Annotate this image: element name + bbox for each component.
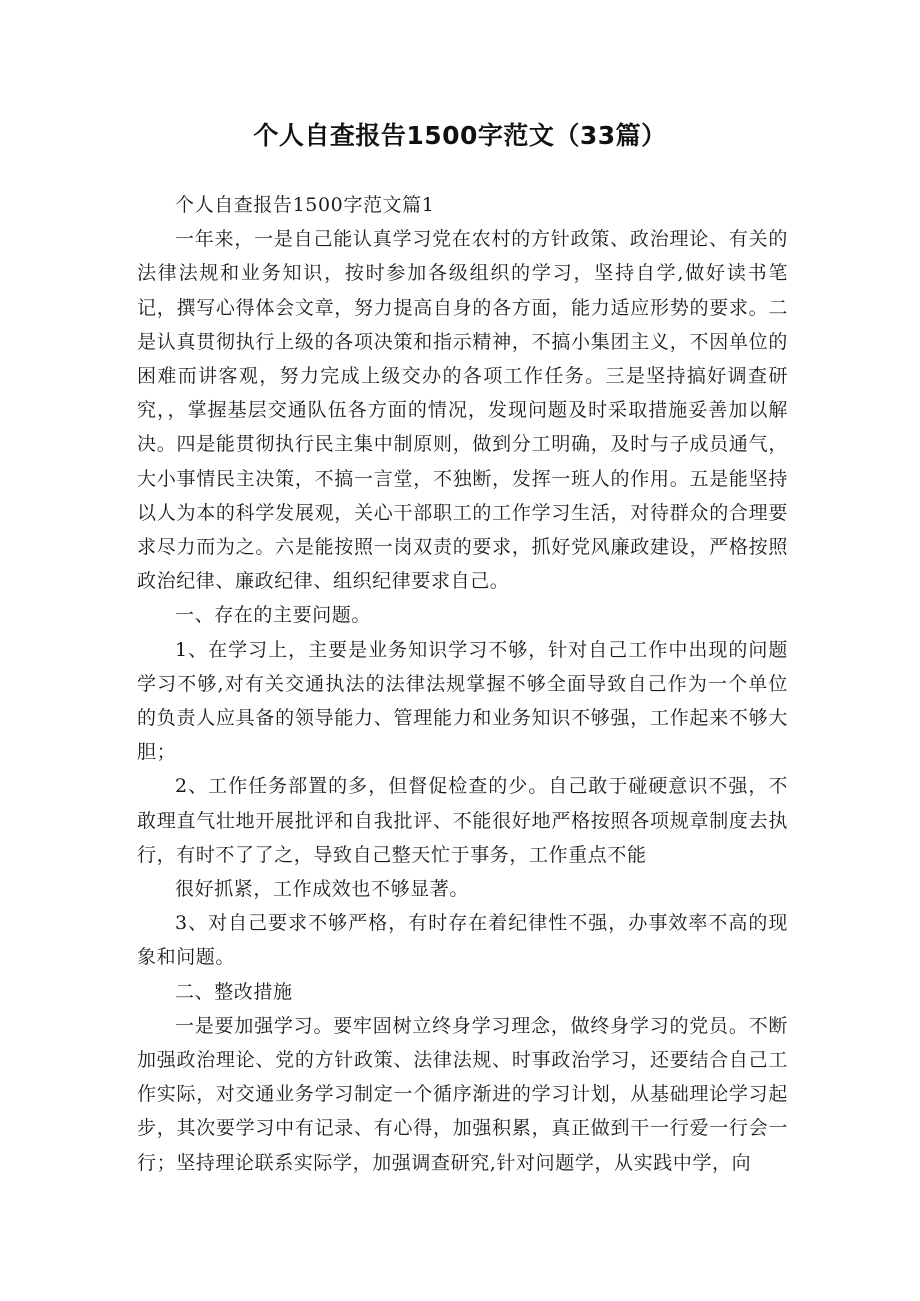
paragraph: 3、对自己要求不够严格，有时存在着纪律性不强，办事效率不高的现象和问题。 <box>137 912 788 969</box>
paragraph: 一是要加强学习。要牢固树立终身学习理念，做终身学习的党员。不断加强政治理论、党的方针政策、法律法规、时事政治学习，还要结合自己工作实际，对交通业务学习制定一个循序渐进的学习计划，从基础理论学习起步，其次要学习中有记录、有心得，加强积累，真正做到干一行爱一行会一行；坚持理论联系实际学，加强调查研究,针对问题学，从实践中学，向 <box>137 1014 788 1174</box>
paragraph: 很好抓紧，工作成效也不够显著。 <box>175 878 470 901</box>
document-body <box>137 188 788 1180</box>
document-title: 个人自查报告1500字范文（33篇） <box>253 121 667 150</box>
section-heading: 一、存在的主要问题。 <box>175 604 372 627</box>
paragraph: 2、工作任务部置的多，但督促检查的少。自己敢于碰硬意识不强，不敢理直气壮地开展批评和自我批评、不能很好地严格按照各项规章制度去执行，有时不了了之，导致自己整天忙于事务，工作重点不能 <box>137 775 788 866</box>
paragraph: 1、在学习上，主要是业务知识学习不够，针对自己工作中出现的问题学习不够,对有关交通执法的法律法规掌握不够全面导致自己作为一个单位的负责人应具备的领导能力、管理能力和业务知识不够强，工作起来不够大胆； <box>137 638 788 764</box>
section-heading: 个人自查报告1500字范文篇1 <box>175 194 435 216</box>
paragraph: 一年来，一是自己能认真学习党在农村的方针政策、政治理论、有关的法律法规和业务知识，按时参加各级组织的学习，坚持自学,做好读书笔记，撰写心得体会文章，努力提高自身的各方面，能力适应形势的要求。二是认真贯彻执行上级的各项决策和指示精神，不搞小集团主义，不因单位的困难而讲客观，努力完成上级交办的各项工作任务。三是坚持搞好调查研究，，掌握基层交通队伍各方面的情况，发现问题及时采取措施妥善加以解决。四是能贯彻执行民主集中制原则，做到分工明确，及时与子成员通气，大小事情民主决策，不搞一言堂，不独断，发挥一班人的作用。五是能坚持以人为本的科学发展观，关心干部职工的工作学习生活，对待群众的合理要求尽力而为之。六是能按照一岗双责的要求，抓好党风廉政建设，严格按照政治纪律、廉政纪律、组织纪律要求自己。 <box>137 228 788 593</box>
section-heading: 二、整改措施 <box>175 980 293 1003</box>
